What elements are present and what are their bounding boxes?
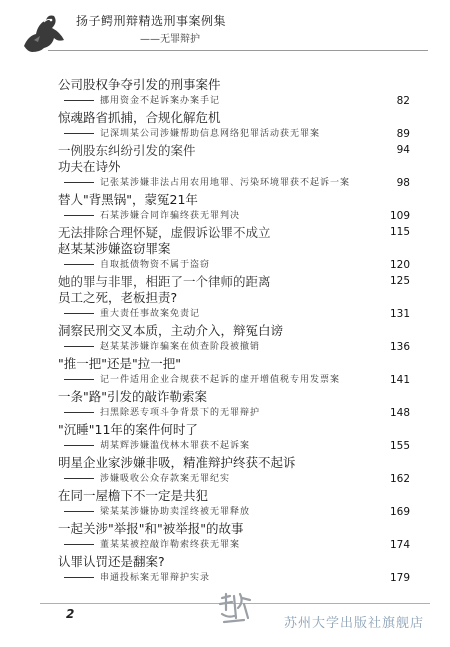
em-dash [64, 182, 94, 183]
toc-page-number: 115 [389, 226, 410, 238]
toc-entry [58, 322, 410, 355]
toc-page-number: 141 [389, 374, 410, 386]
toc-entry [58, 388, 410, 421]
em-dash [64, 379, 94, 380]
toc-entry [58, 240, 410, 273]
toc-entry [58, 520, 410, 553]
toc-entry-title: 一条"路"引发的敲诈勒索案 [58, 389, 207, 404]
toc-entry-subtitle: 串通投标案无罪辩护实录 [100, 573, 211, 583]
toc-page-number: 179 [389, 572, 410, 584]
toc-entry-subline [58, 471, 410, 487]
em-dash [64, 412, 94, 413]
toc-entry-subline [58, 273, 410, 289]
table-of-contents [58, 76, 410, 586]
toc-entry-subtitle: 挪用资金不起诉案办案手记 [100, 96, 221, 106]
toc-page-number: 169 [389, 506, 410, 518]
toc-page-number: 89 [396, 128, 410, 140]
toc-entry-title: 员工之死，老板担责? [58, 290, 178, 305]
toc-entry [58, 142, 410, 158]
toc-page-number: 148 [389, 407, 410, 419]
toc-entry-subline [58, 126, 410, 142]
em-dash [64, 577, 94, 578]
toc-entry-title: "推一把"还是"拉一把" [58, 356, 181, 371]
book-title: 扬子鳄刑辩精选刑事案例集 [76, 14, 227, 28]
toc-entry-subtitle: 赵某某涉嫌诈骗案在侦查阶段被撤销 [100, 342, 261, 352]
toc-entry-title: 认罪认罚还是翻案? [58, 554, 165, 569]
store-watermark: 苏州大学出版社旗舰店 [284, 616, 425, 631]
toc-entry-subtitle: 自取抵债物资不属于盗窃 [100, 260, 211, 270]
toc-entry [58, 355, 410, 388]
em-dash [64, 445, 94, 446]
toc-entry-title: "沉睡"11年的案件何时了 [58, 422, 198, 437]
toc-page-number: 109 [389, 210, 410, 222]
toc-entry [58, 289, 410, 322]
toc-entry-title: 公司股权争夺引发的刑事案件 [58, 77, 221, 92]
toc-entry-subline [58, 504, 410, 520]
em-dash [64, 133, 94, 134]
toc-entry-subtitle: 扫黑除恶专项斗争背景下的无罪辩护 [100, 408, 261, 418]
toc-entry-subtitle: 石某涉嫌合同诈骗终获无罪判决 [100, 211, 241, 221]
em-dash [64, 478, 94, 479]
toc-entry [58, 487, 410, 520]
em-dash [64, 100, 94, 101]
em-dash [64, 264, 94, 265]
toc-entry-title: 一例股东纠纷引发的案件 [58, 143, 196, 158]
book-subtitle: ——无罪辩护 [140, 34, 200, 45]
toc-entry-title: 功夫在诗外 [58, 159, 121, 174]
toc-page-number: 136 [389, 341, 410, 353]
toc-entry-subline [58, 438, 410, 454]
em-dash [64, 313, 94, 314]
toc-entry-subline [58, 208, 410, 224]
calligraphy-seal-icon [214, 588, 256, 630]
toc-page-number: 82 [396, 95, 410, 107]
toc-entry-title: 替人"背黑锅"，蒙冤21年 [58, 192, 198, 207]
page-header [0, 0, 450, 70]
toc-entry [58, 224, 410, 240]
page-number: 2 [66, 607, 75, 621]
toc-entry-title: 无法排除合理怀疑，虚假诉讼罪不成立 [58, 225, 271, 240]
toc-entry-title: 洞察民刑交叉本质，主动介入，辩冤白谤 [58, 323, 284, 338]
toc-page-number: 162 [389, 473, 410, 485]
toc-entry [58, 454, 410, 487]
toc-entry-subtitle: 胡某辉涉嫌滥伐林木罪获不起诉案 [100, 441, 251, 451]
toc-entry-subtitle: 涉嫌吸收公众存款案无罪纪实 [100, 474, 231, 484]
toc-entry-subline [58, 93, 410, 109]
toc-entry [58, 421, 410, 454]
toc-entry-subline [58, 537, 410, 553]
toc-page-number: 125 [389, 275, 410, 287]
toc-entry-title: 惊魂路省抓捕，合规化解危机 [58, 110, 221, 125]
toc-entry [58, 158, 410, 191]
toc-page-number: 174 [389, 539, 410, 551]
toc-entry-subtitle: 梁某某涉嫌协助卖淫终被无罪释放 [100, 507, 251, 517]
toc-entry-title: 在同一屋檐下不一定是共犯 [58, 488, 209, 503]
toc-entry-subline [58, 306, 410, 322]
toc-entry-subline [58, 175, 410, 191]
toc-page-number: 131 [389, 308, 410, 320]
toc-entry-subline [58, 372, 410, 388]
toc-entry-subtitle: 重大责任事故案免责记 [100, 309, 201, 319]
header-divider [48, 50, 428, 51]
toc-entry-subtitle: 董某某被控敲诈勒索终获无罪案 [100, 540, 241, 550]
toc-entry-subline [58, 405, 410, 421]
toc-entry [58, 273, 410, 289]
toc-page-number: 98 [396, 177, 410, 189]
em-dash [64, 511, 94, 512]
toc-entry-subline [58, 257, 410, 273]
toc-entry [58, 191, 410, 224]
alligator-logo-icon [18, 6, 74, 62]
toc-page-number: 94 [396, 144, 410, 156]
toc-entry-subtitle: 记张某涉嫌非法占用农用地罪、污染环境罪获不起诉一案 [100, 178, 351, 188]
toc-entry-subline [58, 339, 410, 355]
toc-entry [58, 553, 410, 586]
toc-entry-title: 她的罪与非罪，相距了一个律师的距离 [58, 274, 271, 289]
em-dash [64, 544, 94, 545]
toc-entry [58, 76, 410, 109]
toc-entry-subline [58, 224, 410, 240]
toc-page-number: 120 [389, 259, 410, 271]
toc-entry-title: 一起关涉"举报"和"被举报"的故事 [58, 521, 244, 536]
toc-entry-subline [58, 142, 410, 158]
toc-entry [58, 109, 410, 142]
toc-entry-title: 明星企业家涉嫌非吸，精准辩护终获不起诉 [58, 455, 296, 470]
toc-page-number: 155 [389, 440, 410, 452]
toc-entry-subtitle: 记深圳某公司涉嫌帮助信息网络犯罪活动获无罪案 [100, 129, 321, 139]
em-dash [64, 215, 94, 216]
em-dash [64, 346, 94, 347]
toc-entry-subline [58, 570, 410, 586]
toc-entry-title: 赵某某涉嫌盗窃罪案 [58, 241, 171, 256]
toc-entry-subtitle: 记一件适用企业合规获不起诉的虚开增值税专用发票案 [100, 375, 341, 385]
